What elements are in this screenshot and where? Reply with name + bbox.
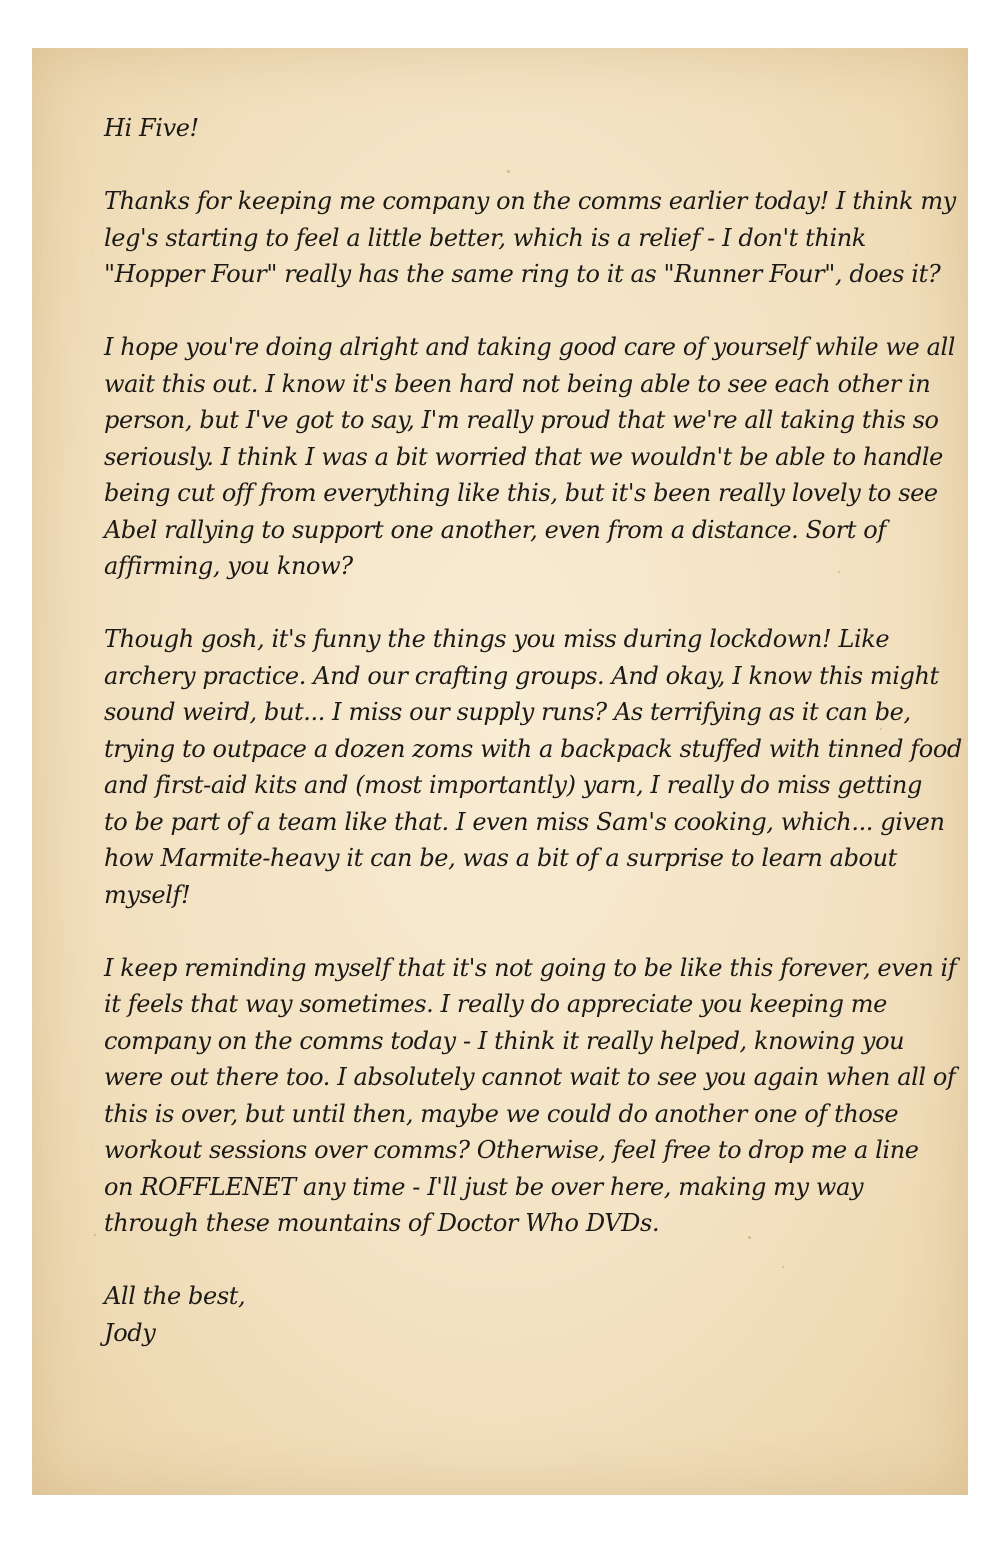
text-line: it feels that way sometimes. I really do appreciate you keeping me [104,990,887,1018]
text-line: trying to outpace a dozen zoms with a backpack stuffed with tinned food [104,734,962,763]
text-line: seriously. I think I was a bit worried that we wouldn't be able to handle [104,442,943,471]
text-line: affirming, you know? [104,552,353,580]
text-line: being cut off from everything like this, but it's been really lovely to see [104,479,938,507]
text-line: Though gosh, it's funny the things you miss during lockdown! Like [104,625,890,653]
text-line: and first-aid kits and (most importantly) yarn, I really do miss getting [104,771,922,799]
text-line: wait this out. I know it's been hard not being able to see each other in [104,369,931,398]
letter-body [104,110,962,1351]
text-line: through these mountains of Doctor Who DVDs. [104,1209,660,1237]
text-line: sound weird, but... I miss our supply runs? As terrifying as it can be, [104,698,911,726]
text-line: to be part of a team like that. I even miss Sam's cooking, which... given [104,807,945,836]
text-line: archery practice. And our crafting groups. And okay, I know this might [104,661,939,690]
text-line: this is over, but until then, maybe we could do another one of those [104,1099,899,1128]
text-line: I keep reminding myself that it's not going to be like this forever, even if [104,953,957,982]
text-line: I hope you're doing alright and taking good care of yourself while we all [104,333,956,361]
paragraph-4 [104,950,957,1242]
paragraph-2 [104,329,956,585]
text-line: how Marmite-heavy it can be, was a bit of a surprise to learn about [104,844,897,872]
text-line: Abel rallying to support one another, even from a distance. Sort of [104,515,886,544]
letter-paper [32,48,968,1495]
text-line: person, but I've got to say, I'm really proud that we're all taking this so [104,406,939,434]
text-line: company on the comms today - I think it really helped, knowing you [104,1026,905,1055]
text-line: Thanks for keeping me company on the comms earlier today! I think my [104,187,956,215]
paragraph-3 [104,621,962,913]
paragraph-1 [104,183,956,293]
closing: All the best, [104,1282,246,1310]
text-line: myself! [104,880,191,909]
text-line: "Hopper Four" really has the same ring to it as "Runner Four", does it? [104,260,941,288]
text-line: were out there too. I absolutely cannot wait to see you again when all of [104,1063,956,1091]
text-line: leg's starting to feel a little better, which is a relief - I don't think [104,223,866,252]
text-line: on ROFFLENET any time - I'll just be over here, making my way [104,1172,864,1201]
text-line: workout sessions over comms? Otherwise, feel free to drop me a line [104,1136,919,1164]
greeting: Hi Five! [104,114,199,142]
signature: Jody [104,1318,156,1347]
